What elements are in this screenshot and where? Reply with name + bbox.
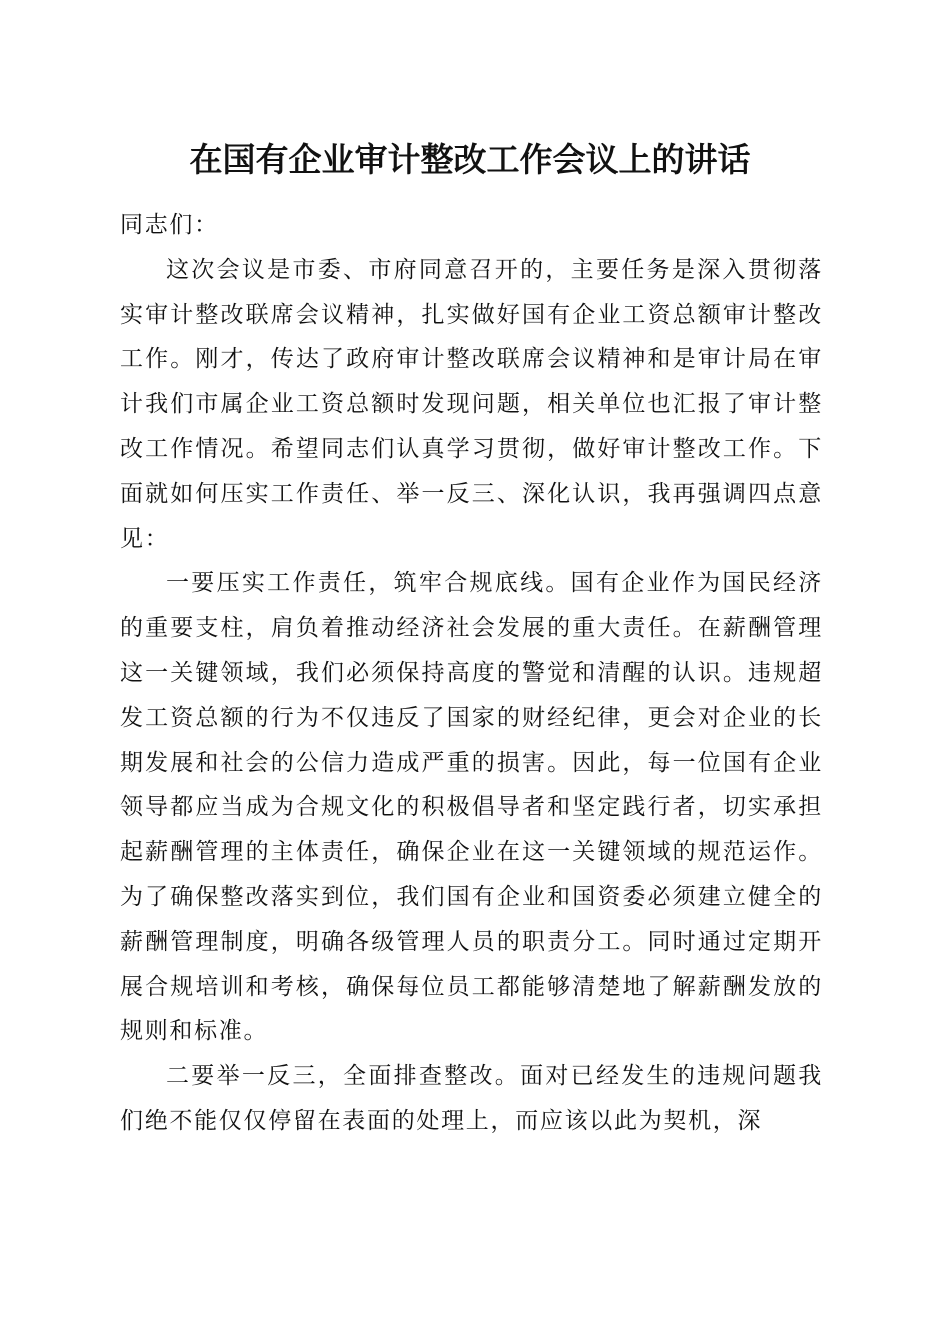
document-body <box>120 203 823 1144</box>
salutation: 同志们： <box>120 212 219 238</box>
document-title: 在国有企业审计整改工作会议上的讲话 <box>189 140 751 179</box>
paragraph-point-one: 一要压实工作责任，筑牢合规底线。国有企业作为国民经济的重要支柱，肩负着推动经济社会发展的重大责任。在薪酬管理这一关键领域，我们必须保持高度的警觉和清醒的认识。违规超发工资总额的行为不仅违反了国家的财经纪律，更会对企业的长期发展和社会的公信力造成严重的损害。因此，每一位国有企业领导都应当成为合规文化的积极倡导者和坚定践行者，切实承担起薪酬管理的主体责任，确保企业在这一关键领域的规范运作。为了确保整改落实到位，我们国有企业和国资委必须建立健全的薪酬管理制度，明确各级管理人员的职责分工。同时通过定期开展合规培训和考核，确保每位员工都能够清楚地了解薪酬发放的规则和标准。 <box>120 570 823 1045</box>
paragraph-point-two: 二要举一反三，全面排查整改。面对已经发生的违规问题我们绝不能仅仅停留在表面的处理上，而应该以此为契机，深 <box>120 1063 823 1134</box>
paragraph-intro: 这次会议是市委、市府同意召开的，主要任务是深入贯彻落实审计整改联席会议精神，扎实做好国有企业工资总额审计整改工作。刚才，传达了政府审计整改联席会议精神和是审计局在审计我们市属企业工资总额时发现问题，相关单位也汇报了审计整改工作情况。希望同志们认真学习贯彻，做好审计整改工作。下面就如何压实工作责任、举一反三、深化认识，我再强调四点意见： <box>120 256 823 552</box>
